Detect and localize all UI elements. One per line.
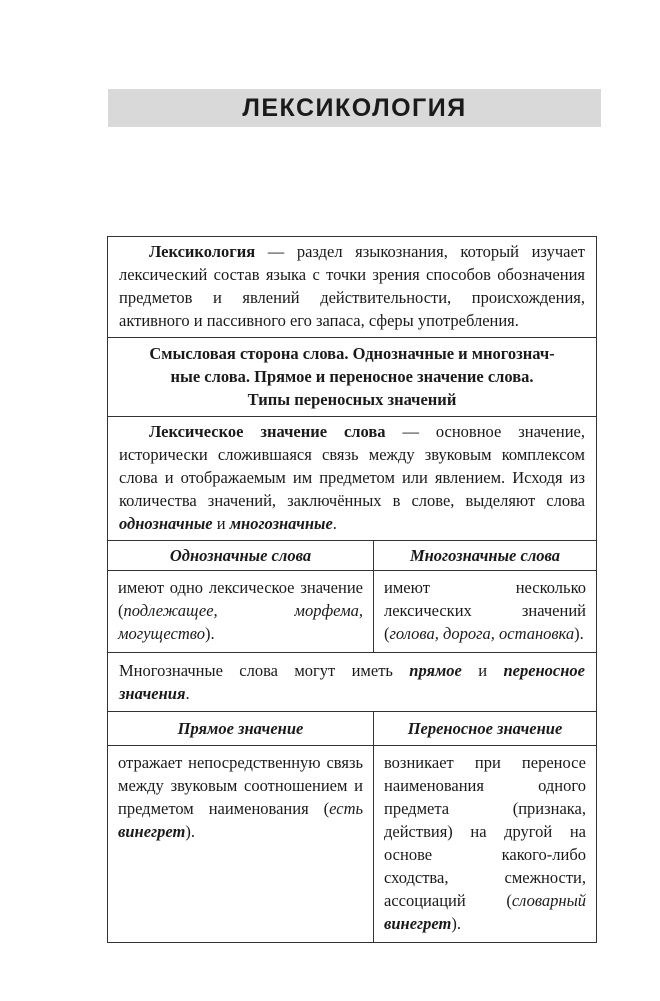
definition-block [108, 237, 596, 338]
table1-body-row [108, 571, 596, 653]
table2-col2-ex-bold: винегрет [384, 914, 452, 933]
polysemy-note-and: и [461, 661, 504, 680]
table2-header-row [108, 712, 596, 746]
table2-body-row [108, 746, 596, 942]
table1-col1-cell [108, 571, 374, 652]
polysemy-note-em2: переносное значения [119, 661, 585, 703]
polysemy-note [108, 653, 596, 712]
content-table [107, 236, 597, 943]
table2-col2-text: возникает при переносе наименования одного предмета (признака, действия) на другой на основе какого-либо сходства, смежности, ассоциаций ( [384, 753, 586, 910]
lexical-meaning-end: . [332, 514, 337, 533]
lexical-meaning-and: и [212, 514, 230, 533]
section-heading-line2: ные слова. Прямое и переносное значение слова. [170, 367, 534, 386]
lexical-meaning-term: Лексическое значение слова [149, 422, 386, 441]
lexical-meaning-block [108, 417, 596, 541]
table2-col2-end: ). [451, 914, 461, 933]
table2-col1-ex-bold: винегрет [118, 822, 186, 841]
table1-col2-text: имеют несколько лексических значений ( [384, 578, 586, 643]
definition-text: — раздел языкознания, который изучает лексический состав языка с точки зрения способов обозначения предметов и явлений действительности, происхождения, активного и пассивного его запаса, сферы употребления. [119, 242, 585, 330]
table1-col2-examples: голова, дорога, остановка [389, 624, 575, 643]
page-title-banner [108, 89, 601, 127]
section-heading [108, 338, 596, 417]
table2-col1-end: ). [185, 822, 195, 841]
table2-col2-cell [374, 746, 596, 942]
page-title: ЛЕКСИКОЛОГИЯ [242, 93, 467, 122]
table1-col1-header: Однозначные слова [108, 541, 374, 570]
table2-col1-cell [108, 746, 374, 942]
table1-col1-text: имеют одно лексическое значение ( [118, 578, 363, 620]
table1-header-row [108, 541, 596, 571]
section-heading-line1: Смысловая сторона слова. Однозначные и многознач- [149, 344, 555, 363]
table2-col1-header: Прямое значение [108, 712, 374, 745]
table1-col2-header: Многозначные слова [409, 546, 561, 565]
table2-col2-header: Переносное значение [407, 719, 563, 738]
section-heading-line3: Типы переносных значений [247, 390, 457, 409]
table2-col1-ex-italic: есть [329, 799, 363, 818]
polysemy-note-em1: прямое [409, 661, 462, 680]
table1-col2-cell [374, 571, 596, 652]
lexical-meaning-em2: многозначные [229, 514, 333, 533]
polysemy-note-end: . [185, 684, 190, 703]
polysemy-note-text: Многозначные слова могут иметь [119, 661, 410, 680]
definition-term: Лексикология [149, 242, 256, 261]
table2-col1-text: отражает непосредственную связь между звуковым соотношением и предметом наименования ( [118, 753, 363, 818]
table1-col1-examples: подлежащее, морфема, могущество [118, 601, 363, 643]
lexical-meaning-em1: однозначные [119, 514, 213, 533]
table2-col2-ex-italic: словарный [511, 891, 586, 910]
lexical-meaning-text: — основное значение, исторически сложившаяся связь между звуковым комплексом слова и отображаемым им предметом или явлением. Исходя из количества значений, заключённых в слове, выделяют слова [119, 422, 585, 510]
table1-col2-end: ). [574, 624, 584, 643]
table1-col1-end: ). [204, 624, 215, 643]
